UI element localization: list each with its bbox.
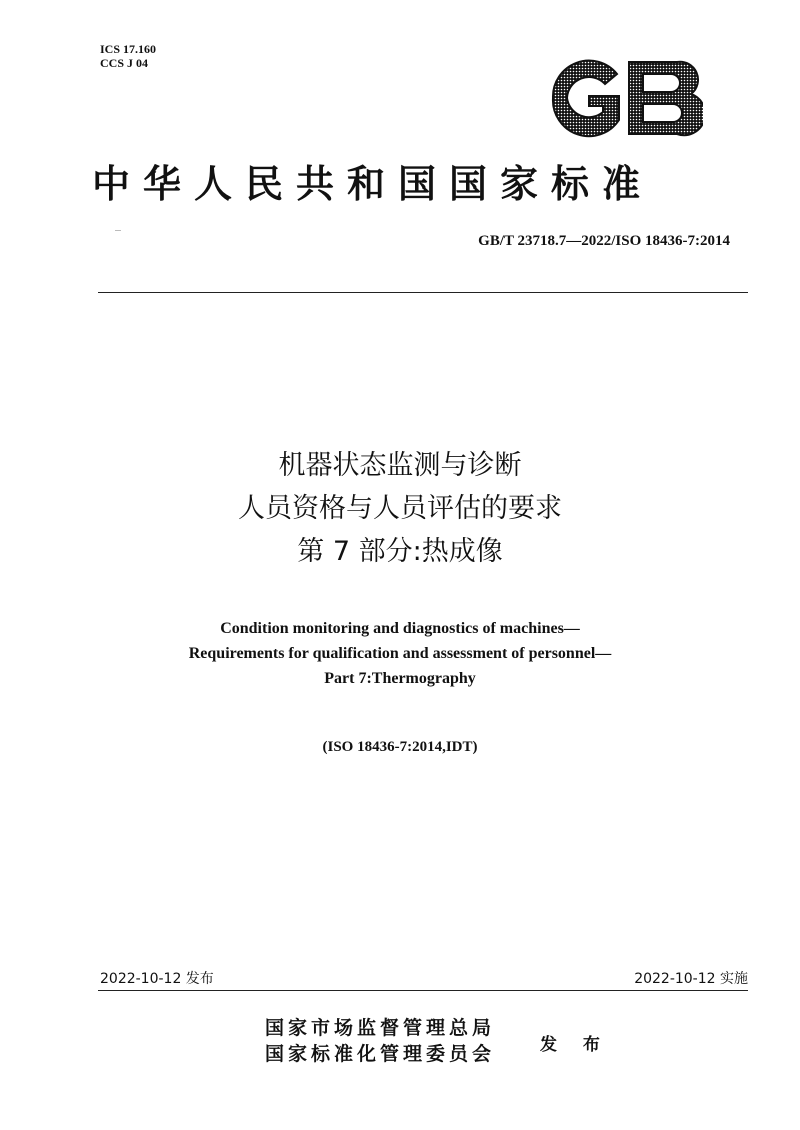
english-title-line1: Condition monitoring and diagnostics of machines— xyxy=(220,620,580,637)
english-title xyxy=(0,616,800,691)
chinese-title xyxy=(0,444,800,573)
chinese-title-line3: 第 7 部分:热成像 xyxy=(297,536,503,567)
standard-type: 中华人民共和国国家标准 xyxy=(92,161,654,206)
english-title-line3: Part 7:Thermography xyxy=(324,670,476,687)
chinese-title-line2: 人员资格与人员评估的要求 xyxy=(238,493,562,524)
publish-label: 发 布 xyxy=(540,1035,610,1055)
chinese-title-line1: 机器状态监测与诊断 xyxy=(278,450,522,481)
issuer-sac: 国家标准化管理委员会 xyxy=(265,1043,496,1065)
adoption-statement: (ISO 18436-7:2014,IDT) xyxy=(322,739,478,755)
logo-text: GB xyxy=(545,58,547,59)
issuing-authorities xyxy=(265,1015,495,1067)
implementation-date: 2022-10-12 实施 xyxy=(634,971,748,987)
issuer-samr: 国家市场监督管理总局 xyxy=(265,1017,496,1039)
standard-code: GB/T 23718.7—2022/ISO 18436-7:2014 xyxy=(478,233,730,249)
gb-logo xyxy=(545,58,703,138)
header-rule xyxy=(98,292,748,293)
ccs-code: CCS J 04 xyxy=(100,56,149,70)
classification-codes xyxy=(100,42,156,70)
issue-date: 2022-10-12 发布 xyxy=(100,971,214,987)
footer-rule xyxy=(98,990,748,991)
scan-speck xyxy=(115,230,121,231)
english-title-line2: Requirements for qualification and assessment of personnel— xyxy=(188,645,612,662)
ics-code: ICS 17.160 xyxy=(100,42,157,56)
